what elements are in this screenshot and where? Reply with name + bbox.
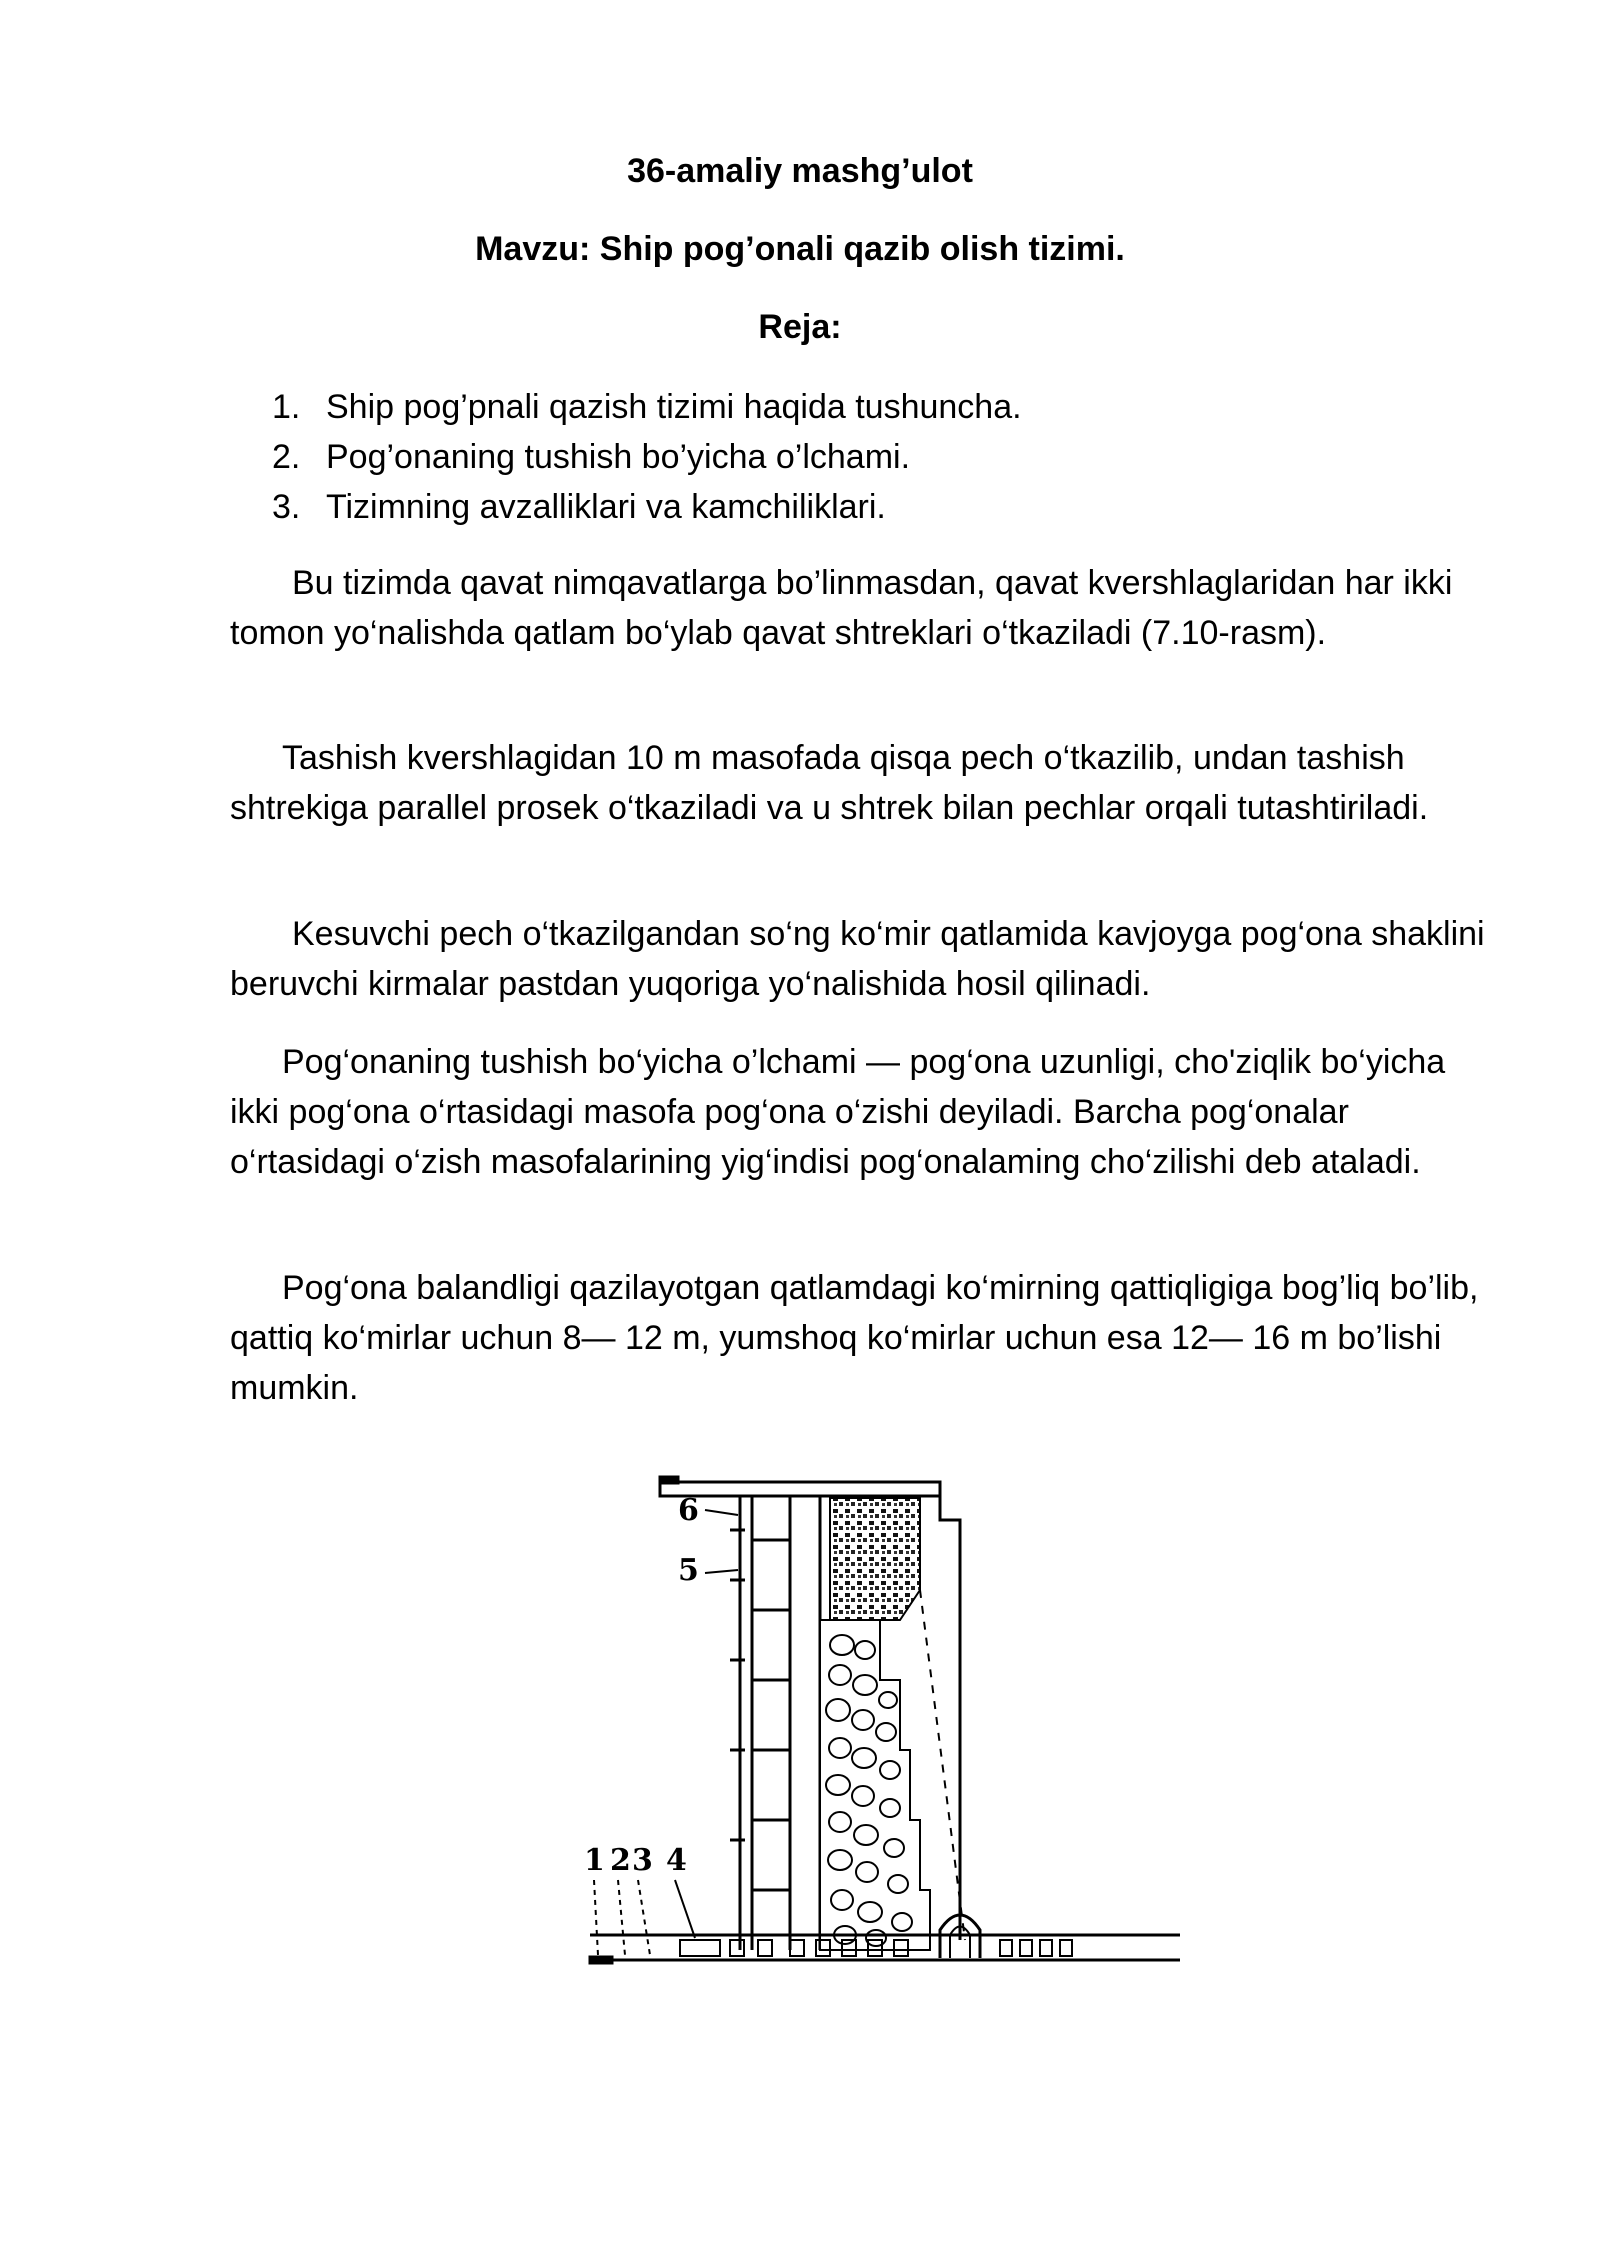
plan-heading: Reja: <box>758 308 842 346</box>
plan-list <box>272 382 1022 532</box>
figure-label: 5 <box>678 1553 699 1588</box>
plan-item <box>272 382 1022 432</box>
plan-item-number: 1. <box>272 388 301 426</box>
plan-item <box>272 432 1022 482</box>
figure-labels <box>584 1493 699 1878</box>
topic-heading: Mavzu: Ship pog’onali qazib olish tizimi. <box>475 230 1125 268</box>
plan-item-text: Tizimning avzalliklari va kamchiliklari. <box>326 488 886 526</box>
figure-label: 6 <box>678 1493 699 1528</box>
figure-label: 2 <box>610 1843 631 1878</box>
plan-item-text: Pog’onaning tushish bo’yicha o’lchami. <box>326 438 911 476</box>
mining-system-figure <box>580 1460 1180 2010</box>
figure-label: 3 <box>632 1843 653 1878</box>
plan-item-number: 2. <box>272 438 301 476</box>
body-paragraph: Pog‘onaning tushish bo‘yicha o’lchami — pog‘ona uzunligi, cho'ziqlik bo‘yicha ikki pog‘ona o‘rtasidagi masofa pog‘ona o‘zishi deyiladi. Barcha pog‘onalar o‘rtasidagi o‘zish masofalarining yig‘indisi pog‘onalaming cho‘zilishi deb ataladi. <box>230 1043 1446 1181</box>
figure-drawing <box>590 1477 1180 1963</box>
plan-item <box>272 482 1022 532</box>
plan-item-text: Ship pog’pnali qazish tizimi haqida tushuncha. <box>326 388 1022 426</box>
body-paragraph: Pog‘ona balandligi qazilayotgan qatlamdagi ko‘mirning qattiqligiga bog’liq bo’lib, qattiq ko‘mirlar uchun 8— 12 m, yumshoq ko‘mirlar uchun esa 12— 16 m bo’lishi mumkin. <box>230 1269 1479 1407</box>
body-paragraph: Kesuvchi pech o‘tkazilgandan so‘ng ko‘mir qatlamida kavjoyga pog‘ona shaklini beruvchi kirmalar pastdan yuqoriga yo‘nalishida hosil qilinadi. <box>230 915 1485 1003</box>
plan-item-number: 3. <box>272 488 301 526</box>
body-paragraph: Bu tizimda qavat nimqavatlarga bo’linmasdan, qavat kvershlaglaridan har ikki tomon yo‘nalishda qatlam bo‘ylab qavat shtreklari o‘tkaziladi (7.10-rasm). <box>230 564 1453 652</box>
figure-label: 1 <box>584 1843 605 1878</box>
page-title: 36-amaliy mashg’ulot <box>627 152 973 190</box>
figure-label: 4 <box>666 1843 687 1878</box>
body-paragraph: Tashish kvershlagidan 10 m masofada qisqa pech o‘tkazilib, undan tashish shtrekiga parallel prosek o‘tkaziladi va u shtrek bilan pechlar orqali tutashtiriladi. <box>230 739 1429 827</box>
